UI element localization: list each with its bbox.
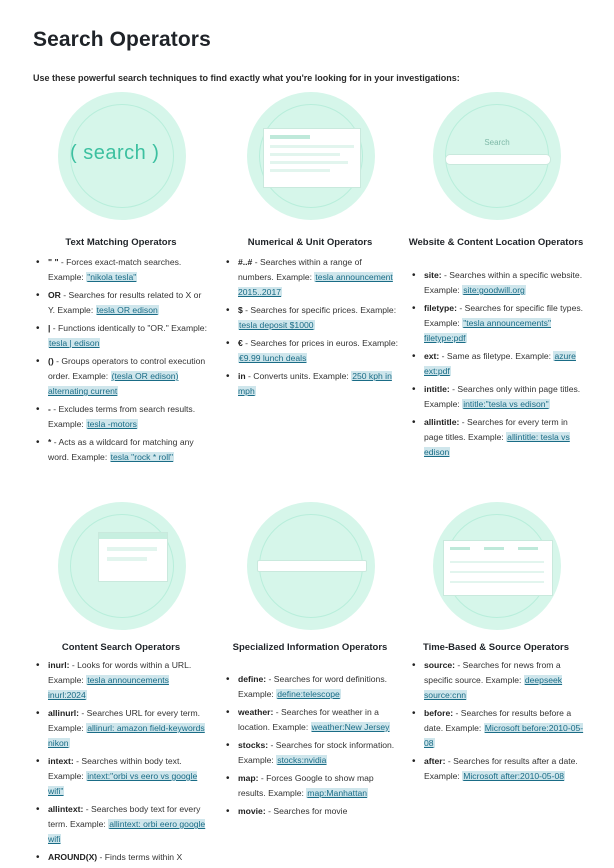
operator-item <box>412 754 584 784</box>
operator-item <box>36 402 208 432</box>
operator-name: filetype: <box>424 303 457 313</box>
operator-list <box>412 658 584 787</box>
operator-description: - Converts units. Example: <box>245 371 352 381</box>
operator-name: - <box>48 404 51 414</box>
operator-name: stocks: <box>238 740 269 750</box>
operator-name: site: <box>424 270 442 280</box>
operator-item <box>412 415 584 460</box>
operator-item <box>226 255 398 300</box>
operator-list <box>36 255 208 468</box>
operator-item <box>36 288 208 318</box>
operator-list <box>412 268 584 463</box>
operator-list <box>226 672 398 822</box>
example-link[interactable]: site:goodwill.org <box>463 285 525 295</box>
operator-description: - Searches for stock information. Example: <box>238 740 395 765</box>
operator-name: " " <box>48 257 59 267</box>
operator-description: - Searches only within page titles. Example: <box>424 384 581 409</box>
search-illustration <box>58 92 186 220</box>
example-link[interactable]: intitle:"tesla vs edison" <box>463 399 549 409</box>
page-intro: Use these powerful search techniques to find exactly what you're looking for in your investigations: <box>33 73 460 83</box>
operator-description: - Searches URL for every term. Example: <box>48 708 201 733</box>
operator-name: allintext: <box>48 804 84 814</box>
operator-item <box>226 369 398 399</box>
operator-description: - Excludes terms from search results. Example: <box>48 404 196 429</box>
page-title: Search Operators <box>33 28 211 51</box>
operator-description: - Searches for word definitions. Example: <box>238 674 388 699</box>
operator-description: - Searches for specific prices. Example: <box>242 305 397 315</box>
example-link[interactable]: map:Manhattan <box>307 788 368 798</box>
operator-name: allintitle: <box>424 417 460 427</box>
dashboard-mockup <box>443 540 553 596</box>
example-link[interactable]: (tesla OR edison) alternating current <box>48 371 179 396</box>
operator-name: | <box>48 323 51 333</box>
example-link[interactable]: allintext: orbi eero google wifi <box>48 819 206 844</box>
search-box-mockup <box>445 154 551 165</box>
operator-list <box>36 658 208 868</box>
operator-item <box>36 706 208 751</box>
operator-name: define: <box>238 674 267 684</box>
operator-description: - Same as filetype. Example: <box>439 351 554 361</box>
operator-name: after: <box>424 756 446 766</box>
operator-description: - Finds terms within X <box>97 852 183 862</box>
operator-name: ext: <box>424 351 440 361</box>
operator-name: movie: <box>238 806 266 816</box>
operator-name: before: <box>424 708 454 718</box>
section-heading: Time-Based & Source Operators <box>422 642 570 653</box>
operator-description: - Searches for weather in a location. Example: <box>238 707 379 732</box>
operator-name: weather: <box>238 707 274 717</box>
operator-description: - Searches for specific file types. Example: <box>424 303 584 328</box>
section-heading: Specialized Information Operators <box>232 642 388 653</box>
operator-description: - Searches body text for every term. Example: <box>48 804 201 829</box>
webpage-illustration <box>247 92 375 220</box>
operator-item <box>226 336 398 366</box>
operator-name: map: <box>238 773 259 783</box>
operator-item <box>36 354 208 399</box>
operator-description: - Searches for results related to X or Y. Example: <box>48 290 202 315</box>
dashboard-illustration <box>433 502 561 630</box>
operator-description: - Forces Google to show map results. Example: <box>238 773 374 798</box>
operator-description: - Searches for movie <box>265 806 348 816</box>
operator-item <box>226 705 398 735</box>
operator-item <box>36 321 208 351</box>
browser-window-illustration <box>58 502 186 630</box>
operator-item <box>412 382 584 412</box>
operator-item <box>36 754 208 799</box>
operator-description: - Searches for results before a date. Example: <box>424 708 572 733</box>
example-link[interactable]: intext:"orbi vs eero vs google wifi" <box>48 771 198 796</box>
section-heading: Numerical & Unit Operators <box>247 237 373 248</box>
operator-name: allinurl: <box>48 708 80 718</box>
section-heading: Text Matching Operators <box>65 237 177 248</box>
operator-item <box>226 738 398 768</box>
example-link[interactable]: 250 kph in mph <box>238 371 392 396</box>
operator-description: - Searches within body text. Example: <box>48 756 182 781</box>
operator-name: € <box>238 338 243 348</box>
operator-name: OR <box>48 290 61 300</box>
operator-name: intitle: <box>424 384 450 394</box>
example-link[interactable]: azure ext:pdf <box>424 351 576 376</box>
search-illustration-text: ( search ) <box>70 142 160 164</box>
operator-item <box>226 804 398 819</box>
operator-item <box>412 301 584 346</box>
operator-description: - Searches for results after a date. Example: <box>424 756 578 781</box>
example-link[interactable]: €9.99 lunch deals <box>239 353 307 363</box>
operator-name: source: <box>424 660 456 670</box>
example-link[interactable]: allinurl: amazon field-keywords nikon <box>48 723 205 748</box>
example-link[interactable]: stocks:nvidia <box>277 755 327 765</box>
browser-window-mockup <box>98 532 168 582</box>
operator-name: AROUND(X) <box>48 852 98 862</box>
example-link[interactable]: deepseek source:cnn <box>424 675 563 700</box>
example-link[interactable]: Microsoft before:2010-05-08 <box>424 723 584 748</box>
operator-item <box>412 658 584 703</box>
search-bar-mockup <box>257 560 367 572</box>
operator-description: - Forces exact-match searches. Example: <box>48 257 182 282</box>
operator-name: #..# <box>238 257 253 267</box>
webpage-mockup <box>263 128 361 188</box>
operator-name: $ <box>238 305 243 315</box>
example-link[interactable]: allintitle: tesla vs edison <box>424 432 570 457</box>
operator-description: - Searches within a range of numbers. Example: <box>238 257 362 282</box>
search-box-illustration <box>433 92 561 220</box>
example-link[interactable]: tesla -motors <box>87 419 137 429</box>
section-heading: Content Search Operators <box>61 642 181 653</box>
example-link[interactable]: "nikola tesla" <box>87 272 137 282</box>
operator-item <box>36 435 208 465</box>
operator-name: () <box>48 356 54 366</box>
operator-description: - Searches for prices in euros. Example: <box>242 338 399 348</box>
example-link[interactable]: tesla OR edison <box>96 305 158 315</box>
operator-item <box>412 706 584 751</box>
section-heading: Website & Content Location Operators <box>408 237 584 248</box>
operator-item <box>36 802 208 847</box>
operator-list <box>226 255 398 402</box>
example-link[interactable]: weather:New Jersey <box>311 722 390 732</box>
operator-item <box>36 658 208 703</box>
operator-item <box>36 850 208 865</box>
example-link[interactable]: tesla deposit $1000 <box>239 320 314 330</box>
example-link[interactable]: define:telescope <box>277 689 340 699</box>
operator-item <box>412 268 584 298</box>
operator-description: - Looks for words within a URL. Example: <box>48 660 192 685</box>
example-link[interactable]: tesla announcement 2015..2017 <box>238 272 393 297</box>
operator-description: - Functions identically to "OR." Example: <box>50 323 207 333</box>
operator-name: intext: <box>48 756 74 766</box>
operator-name: in <box>238 371 246 381</box>
operator-name: * <box>48 437 52 447</box>
operator-description: - Searches for news from a specific source. Example: <box>424 660 561 685</box>
example-link[interactable]: tesla announcements inurl:2024 <box>48 675 169 700</box>
search-bar-illustration <box>247 502 375 630</box>
operator-item <box>226 672 398 702</box>
search-box-title: Search <box>484 138 510 147</box>
operator-description: - Groups operators to control execution order. Example: <box>48 356 206 381</box>
operator-description: - Acts as a wildcard for matching any word. Example: <box>48 437 194 462</box>
example-link[interactable]: tesla "rock * roll" <box>110 452 174 462</box>
operator-description: - Searches within a specific website. Example: <box>424 270 583 295</box>
example-link[interactable]: Microsoft after:2010-05-08 <box>463 771 565 781</box>
operator-item <box>36 255 208 285</box>
operator-item <box>226 303 398 333</box>
operator-name: inurl: <box>48 660 70 670</box>
example-link[interactable]: "tesla announcements" filetype:pdf <box>424 318 552 343</box>
operator-item <box>226 771 398 801</box>
operator-item <box>412 349 584 379</box>
example-link[interactable]: tesla | edison <box>49 338 100 348</box>
operator-description: - Searches for every term in page titles. Example: <box>424 417 568 442</box>
